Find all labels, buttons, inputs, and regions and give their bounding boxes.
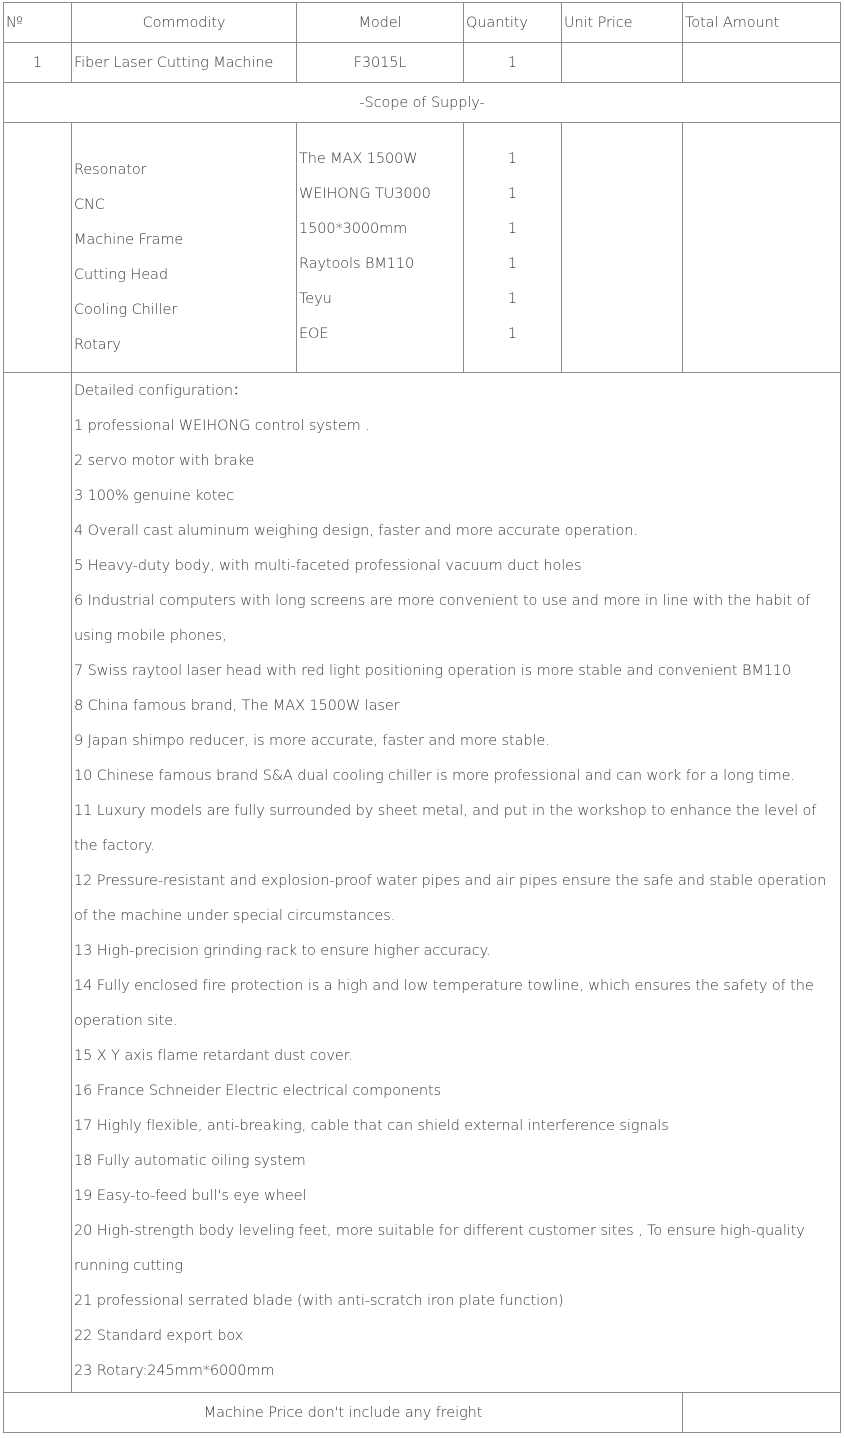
configuration-line: 6 Industrial computers with long screens are more convenient to use and more in line with the habit of	[74, 593, 811, 609]
configuration-line: 9 Japan shimpo reducer, is more accurate, faster and more stable.	[74, 733, 550, 749]
configuration-line: 10 Chinese famous brand S&A dual cooling chiller is more professional and can work for a long time.	[74, 768, 795, 784]
component-model: EOE	[299, 326, 329, 342]
component-model: 1500*3000mm	[299, 221, 408, 237]
configuration-line: 15 X Y axis flame retardant dust cover.	[74, 1048, 353, 1064]
component-model: Teyu	[299, 291, 332, 307]
configuration-line: 22 Standard export box	[74, 1328, 244, 1344]
row-commodity: Fiber Laser Cutting Machine	[72, 43, 297, 83]
header-quantity: Quantity	[464, 3, 562, 43]
row-no: 1	[4, 43, 72, 83]
row-quantity: 1	[464, 43, 562, 83]
component-name: Cutting Head	[74, 266, 168, 283]
components-unit-price-cell	[562, 123, 683, 373]
table-row	[4, 43, 841, 83]
configuration-line: 13 High-precision grinding rack to ensure higher accuracy.	[74, 943, 491, 959]
configuration-line: 16 France Schneider Electric electrical components	[74, 1083, 442, 1099]
configuration-line: 18 Fully automatic oiling system	[74, 1153, 306, 1169]
header-row	[4, 3, 841, 43]
configuration-line: 5 Heavy-duty body, with multi-faceted professional vacuum duct holes	[74, 558, 582, 574]
row-model: F3015L	[297, 43, 464, 83]
configuration-line: of the machine under special circumstances.	[74, 908, 396, 924]
component-name: CNC	[74, 196, 105, 213]
scope-of-supply-label: -Scope of Supply-	[4, 83, 841, 123]
components-total-cell	[683, 123, 841, 373]
configuration-line: the factory.	[74, 838, 155, 854]
configuration-line: 2 servo motor with brake	[74, 453, 255, 469]
configuration-line: using mobile phones,	[74, 628, 227, 644]
component-qty: 1	[507, 326, 518, 342]
header-model: Model	[297, 3, 464, 43]
configuration-line: 8 China famous brand, The MAX 1500W laser	[74, 698, 400, 714]
configuration-line: 12 Pressure-resistant and explosion-proof water pipes and air pipes ensure the safe and stable operation	[74, 873, 827, 889]
configuration-line: Detailed configuration：	[74, 383, 248, 399]
components-no-cell	[4, 123, 72, 373]
configuration-line: 14 Fully enclosed fire protection is a high and low temperature towline, which ensures the safety of the	[74, 978, 814, 994]
configuration-line: 11 Luxury models are fully surrounded by sheet metal, and put in the workshop to enhance the level of	[74, 803, 817, 819]
component-model: The MAX 1500W	[299, 151, 418, 167]
configuration-line: 4 Overall cast aluminum weighing design, faster and more accurate operation.	[74, 523, 638, 539]
component-qty: 1	[507, 221, 518, 237]
header-no: №	[4, 3, 72, 43]
component-model: Raytools BM110	[299, 256, 415, 272]
row-total-amount	[683, 43, 841, 83]
configuration-line: 17 Highly flexible, anti-breaking, cable that can shield external interference signals	[74, 1118, 669, 1134]
configuration-line: 7 Swiss raytool laser head with red light positioning operation is more stable and convenient BM110	[74, 663, 792, 679]
header-commodity: Commodity	[72, 3, 297, 43]
component-name: Resonator	[74, 161, 147, 178]
component-qty: 1	[507, 256, 518, 272]
components-names-cell	[72, 123, 297, 373]
configuration-line: operation site.	[74, 1013, 178, 1029]
component-model: WEIHONG TU3000	[299, 186, 431, 202]
component-name: Machine Frame	[74, 231, 184, 248]
configuration-line: 3 100% genuine kotec	[74, 488, 234, 504]
freight-total-cell	[683, 1393, 841, 1433]
configuration-line: 19 Easy-to-feed bull's eye wheel	[74, 1188, 307, 1204]
component-qty: 1	[507, 186, 518, 202]
components-models-cell	[297, 123, 464, 373]
components-qty-cell	[464, 123, 562, 373]
configuration-cell	[72, 373, 841, 1393]
row-unit-price	[562, 43, 683, 83]
configuration-line: 20 High-strength body leveling feet, more suitable for different customer sites , To ensure high-quality	[74, 1223, 805, 1239]
configuration-row	[4, 373, 841, 1393]
component-qty: 1	[507, 291, 518, 307]
configuration-line: 1 professional WEIHONG control system .	[74, 418, 370, 434]
header-total-amount: Total Amount	[683, 3, 841, 43]
configuration-list	[72, 373, 840, 1389]
scope-row	[4, 83, 841, 123]
component-name: Rotary	[74, 336, 121, 353]
configuration-no-cell	[4, 373, 72, 1393]
component-name: Cooling Chiller	[74, 301, 178, 318]
configuration-line: 21 professional serrated blade (with anti-scratch iron plate function)	[74, 1293, 564, 1309]
freight-row	[4, 1393, 841, 1433]
component-qty: 1	[507, 151, 518, 167]
freight-note: Machine Price don't include any freight	[4, 1393, 683, 1433]
components-row	[4, 123, 841, 373]
header-unit-price: Unit Price	[562, 3, 683, 43]
configuration-line: running cutting	[74, 1258, 184, 1274]
configuration-line: 23 Rotary:245mm*6000mm	[74, 1363, 275, 1379]
quotation-table	[3, 2, 841, 1433]
